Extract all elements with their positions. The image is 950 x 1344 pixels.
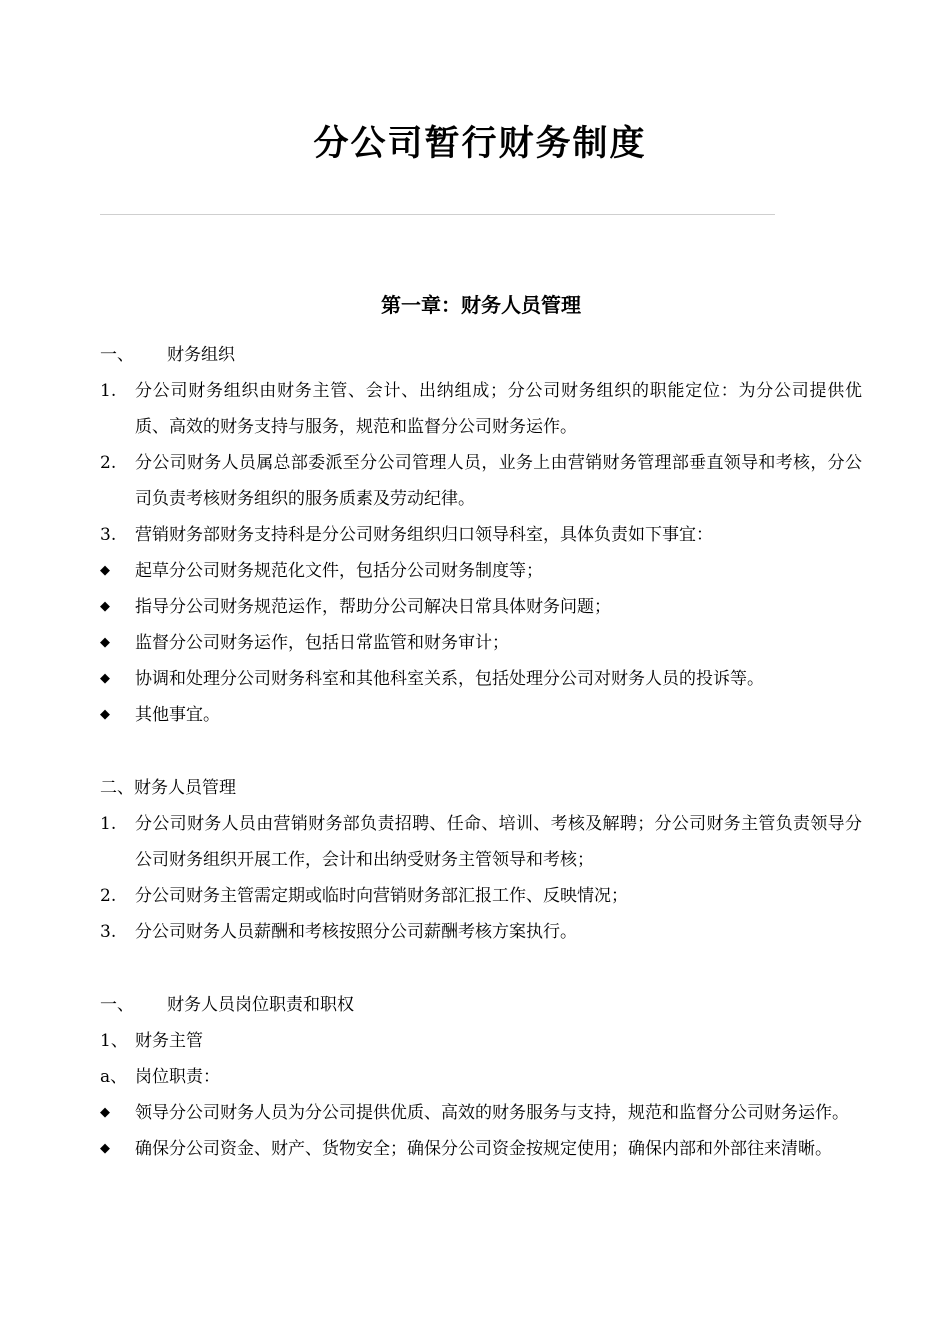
- list-item-text: 监督分公司财务运作，包括日常监管和财务审计；: [135, 633, 509, 653]
- bullet-item: [100, 1095, 862, 1131]
- list-item: [100, 806, 862, 878]
- list-item-text: 领导分公司财务人员为分公司提供优质、高效的财务服务与支持，规范和监督分公司财务运作。: [135, 1103, 849, 1123]
- list-marker: 一、: [100, 995, 134, 1015]
- list-marker: 2.: [100, 453, 117, 473]
- list-item: [100, 517, 862, 553]
- section-gap: [100, 950, 862, 987]
- list-item: [100, 445, 862, 517]
- list-item: [100, 1059, 862, 1095]
- list-item-text: 分公司财务人员属总部委派至分公司管理人员，业务上由营销财务管理部垂直领导和考核，分公司负责考核财务组织的服务质素及劳动纪律。: [135, 453, 862, 509]
- diamond-bullet-icon: ◆: [100, 1141, 110, 1156]
- bullet-item: [100, 661, 862, 697]
- list-marker: 1.: [100, 814, 117, 834]
- document-body: [100, 337, 862, 1167]
- list-marker: 1、: [100, 1031, 128, 1051]
- list-marker: 3.: [100, 922, 117, 942]
- list-marker: 2.: [100, 886, 117, 906]
- list-item: [100, 914, 862, 950]
- list-item-text: 指导分公司财务规范运作，帮助分公司解决日常具体财务问题；: [135, 597, 611, 617]
- section-gap: [100, 733, 862, 770]
- list-item-text: 岗位职责：: [135, 1067, 220, 1087]
- list-item: [100, 770, 862, 806]
- list-marker: 1.: [100, 381, 117, 401]
- list-item: [100, 1023, 862, 1059]
- list-item-text: 分公司财务人员由营销财务部负责招聘、任命、培训、考核及解聘；分公司财务主管负责领导分公司财务组织开展工作，会计和出纳受财务主管领导和考核；: [135, 814, 862, 870]
- bullet-item: [100, 1131, 862, 1167]
- document-title: 分公司暂行财务制度: [313, 123, 647, 164]
- bullet-item: [100, 697, 862, 733]
- diamond-bullet-icon: ◆: [100, 671, 110, 686]
- list-item-text: 确保分公司资金、财产、货物安全；确保分公司资金按规定使用；确保内部和外部往来清晰。: [135, 1139, 832, 1159]
- diamond-bullet-icon: ◆: [100, 1105, 110, 1120]
- list-item-text: 起草分公司财务规范化文件，包括分公司财务制度等；: [135, 561, 543, 581]
- bullet-item: [100, 589, 862, 625]
- list-item-text: 营销财务部财务支持科是分公司财务组织归口领导科室，具体负责如下事宜：: [135, 525, 713, 545]
- diamond-bullet-icon: ◆: [100, 599, 110, 614]
- list-marker: 3.: [100, 525, 117, 545]
- list-marker: a、: [100, 1067, 128, 1087]
- chapter-title: 第一章：财务人员管理: [381, 293, 581, 317]
- bullet-item: [100, 625, 862, 661]
- diamond-bullet-icon: ◆: [100, 563, 110, 578]
- list-item-text: 财务组织: [167, 345, 235, 365]
- list-item: [100, 373, 862, 445]
- list-item-text: 其他事宜。: [135, 705, 220, 725]
- bullet-item: [100, 553, 862, 589]
- list-item-text: 分公司财务主管需定期或临时向营销财务部汇报工作、反映情况；: [135, 886, 628, 906]
- diamond-bullet-icon: ◆: [100, 635, 110, 650]
- title-divider: [100, 214, 775, 215]
- section-heading: 二、财务人员管理: [100, 778, 236, 798]
- list-item: [100, 337, 862, 373]
- list-item-text: 分公司财务组织由财务主管、会计、出纳组成；分公司财务组织的职能定位：为分公司提供优质、高效的财务支持与服务，规范和监督分公司财务运作。: [135, 381, 862, 437]
- list-item: [100, 878, 862, 914]
- list-item-text: 财务人员岗位职责和职权: [167, 995, 354, 1015]
- list-item: [100, 987, 862, 1023]
- list-marker: 一、: [100, 345, 134, 365]
- list-item-text: 协调和处理分公司财务科室和其他科室关系，包括处理分公司对财务人员的投诉等。: [135, 669, 764, 689]
- list-item-text: 财务主管: [135, 1031, 203, 1051]
- diamond-bullet-icon: ◆: [100, 707, 110, 722]
- list-item-text: 分公司财务人员薪酬和考核按照分公司薪酬考核方案执行。: [135, 922, 577, 942]
